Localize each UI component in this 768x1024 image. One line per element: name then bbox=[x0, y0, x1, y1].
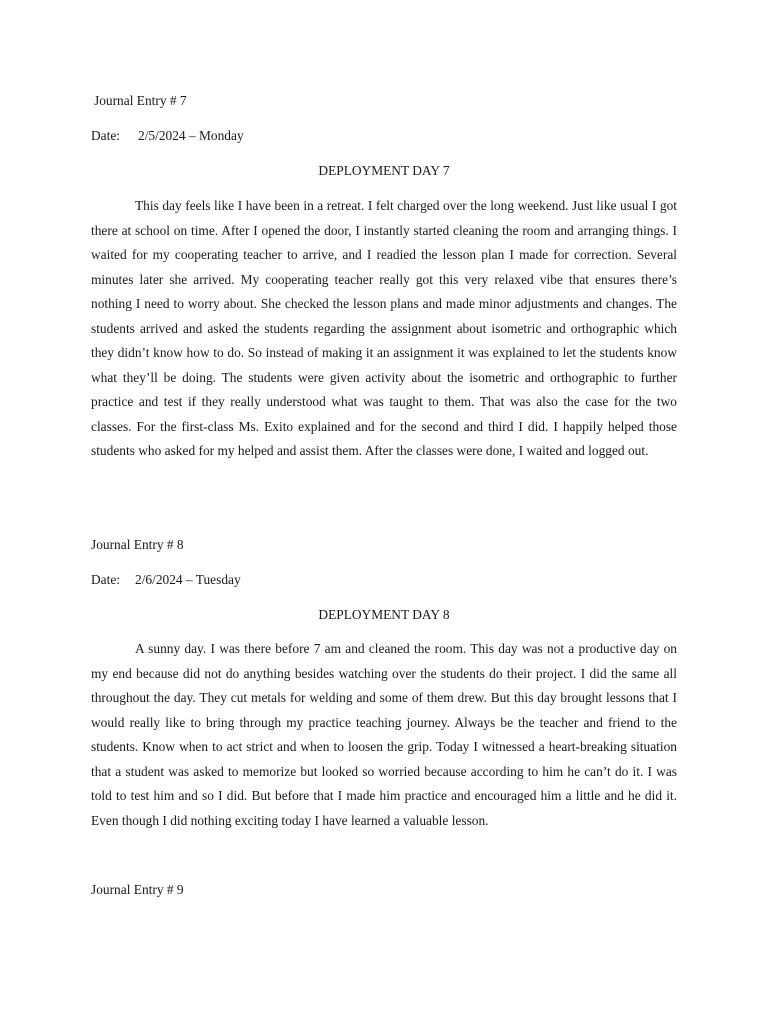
entry-body-paragraph: A sunny day. I was there before 7 am and cleaned the room. This day was not a productive day on my end because did not do anything besides watching over the students do their project. I did the same all throughout the day. They cut metals for welding and some of them drew. But this day brought lessons that I would really like to bring through my practice teaching journey. Always be the teacher and friend to the students. Know when to act strict and when to loosen the grip. Today I witnessed a heart-breaking situation that a student was asked to memorize but looked so worried because according to him he can’t do it. I was told to test him and so I did. But before that I made him practice and encouraged him a little and he did it. Even though I did nothing exciting today I have learned a valuable lesson. bbox=[91, 641, 677, 828]
date-label: Date: bbox=[91, 572, 120, 587]
journal-entry-8-label: Journal Entry # 8 bbox=[91, 537, 184, 552]
date-label: Date: bbox=[91, 128, 120, 143]
section-heading: DEPLOYMENT DAY 7 bbox=[318, 163, 450, 178]
date-value: 2/5/2024 – Monday bbox=[138, 128, 244, 143]
date-value: 2/6/2024 – Tuesday bbox=[135, 572, 241, 587]
journal-entry-9-label: Journal Entry # 9 bbox=[91, 882, 184, 897]
journal-entry-7-label: Journal Entry # 7 bbox=[94, 93, 187, 108]
entry-body-paragraph: This day feels like I have been in a retreat. I felt charged over the long weekend. Just like usual I got there at school on time. After I opened the door, I instantly started cleaning the room and arranging things. I waited for my cooperating teacher to arrive, and I readied the lesson plan I made for correction. Several minutes later she arrived. My cooperating teacher really got this very relaxed vibe that ensures there’s nothing I need to worry about. She checked the lesson plans and made minor adjustments and changes. The students arrived and asked the students regarding the assignment about isometric and orthographic which they didn’t know how to do. So instead of making it an assignment it was explained to let the students know what they’ll be doing. The students were given activity about the isometric and orthographic to further practice and test if they really understood what was taught to them. That was also the case for the two classes. For the first-class Ms. Exito explained and for the second and third I did. I happily helped those students who asked for my helped and assist them. After the classes were done, I waited and logged out. bbox=[91, 198, 677, 458]
section-heading: DEPLOYMENT DAY 8 bbox=[318, 607, 450, 622]
